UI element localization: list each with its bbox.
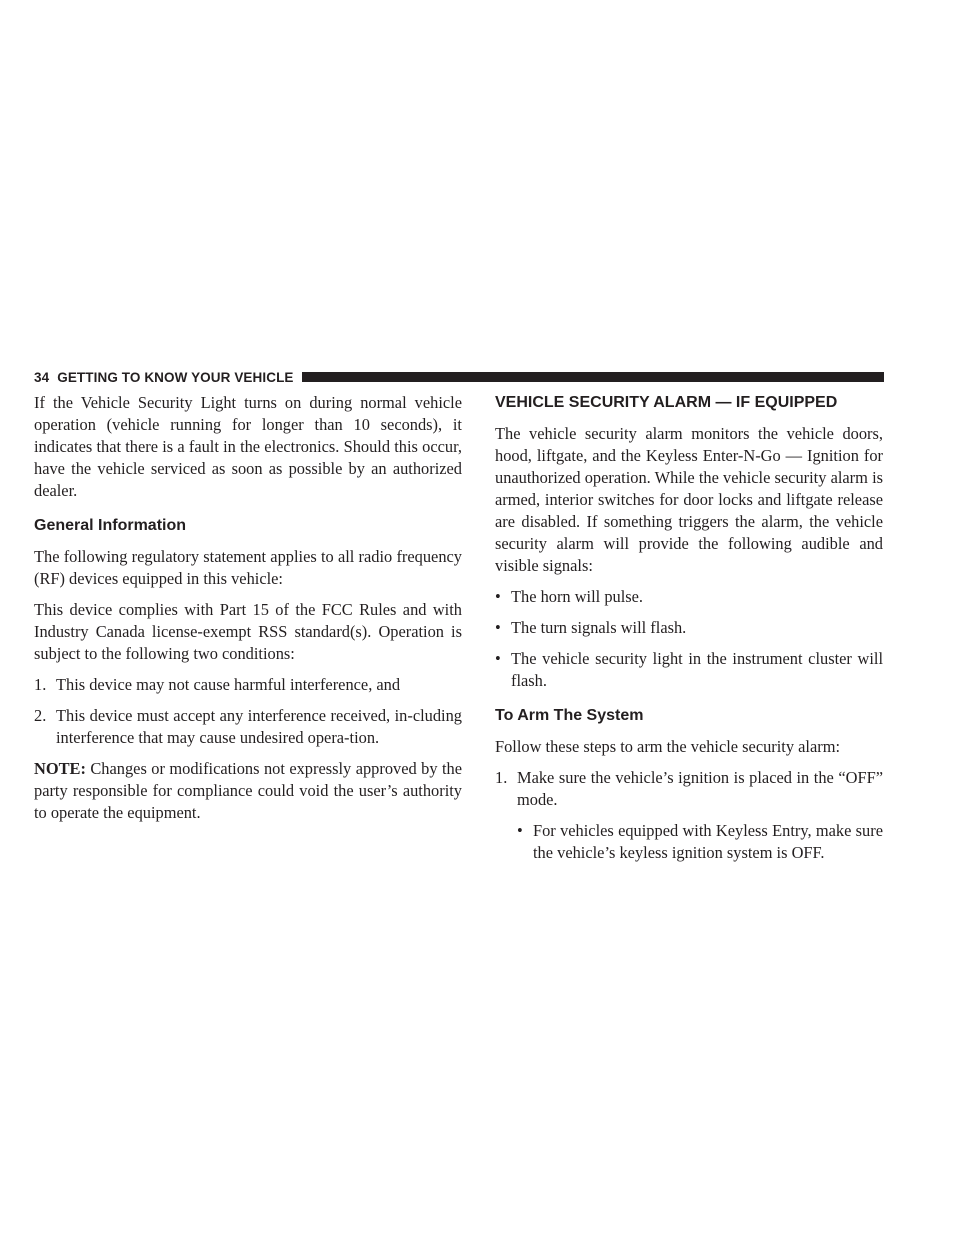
step-text: Make sure the vehicle’s ignition is placed in the “OFF” mode. <box>517 768 883 809</box>
bullet-icon: • <box>495 618 501 637</box>
note-text: Changes or modifications not expressly approved by the party responsible for compliance could void the user’s authority to operate the equipment. <box>34 759 462 822</box>
page-header <box>34 366 884 388</box>
condition-text: This device may not cause harmful interference, and <box>56 675 401 694</box>
section-title: GETTING TO KNOW YOUR VEHICLE <box>57 369 294 385</box>
security-light-paragraph: If the Vehicle Security Light turns on during normal vehicle operation (vehicle running for longer than 10 seconds), it indicates that there is a fault in the electronics. Should this occur, have the vehicle serviced as soon as possible by an authorized dealer. <box>34 393 462 500</box>
page-number: 34 <box>34 369 50 385</box>
regulatory-paragraph: The following regulatory statement applies to all radio frequency (RF) devices equipped in this vehicle: <box>34 547 462 588</box>
left-column <box>34 392 462 833</box>
condition-item <box>34 705 462 749</box>
alarm-intro-paragraph: The vehicle security alarm monitors the vehicle doors, hood, liftgate, and the Keyless Enter-N-Go — Ignition for unauthorized operation. While the vehicle security alarm is armed, interior switches for door locks and liftgate release are disabled. If something triggers the alarm, the vehicle security alarm will provide the following audible and visible signals: <box>495 424 883 575</box>
condition-item <box>34 674 462 696</box>
condition-number: 1. <box>34 675 47 694</box>
arm-intro-paragraph: Follow these steps to arm the vehicle security alarm: <box>495 737 841 756</box>
step-sub-text: For vehicles equipped with Keyless Entry, make sure the vehicle’s keyless ignition system is OFF. <box>533 821 883 862</box>
bullet-icon: • <box>495 649 501 668</box>
security-alarm-heading: VEHICLE SECURITY ALARM — IF EQUIPPED <box>495 394 838 411</box>
condition-text: This device must accept any interference received, in-cluding interference that may cause undesired opera-tion. <box>56 706 462 747</box>
signal-text: The horn will pulse. <box>511 587 644 606</box>
general-information-heading: General Information <box>34 517 187 534</box>
signal-text: The turn signals will flash. <box>511 618 687 637</box>
step-sub-item <box>517 820 883 864</box>
right-column <box>495 392 883 873</box>
note-paragraph <box>34 758 462 824</box>
bullet-icon: • <box>495 587 501 606</box>
note-label: NOTE: <box>34 759 86 778</box>
signal-item <box>495 648 883 692</box>
signal-item <box>495 617 883 639</box>
signal-item <box>495 586 883 608</box>
arm-system-heading: To Arm The System <box>495 707 644 724</box>
compliance-paragraph: This device complies with Part 15 of the FCC Rules and with Industry Canada license-exempt RSS standard(s). Operation is subject to the following two conditions: <box>34 600 462 663</box>
condition-number: 2. <box>34 706 47 725</box>
bullet-icon: • <box>517 821 523 840</box>
header-rule <box>302 372 884 382</box>
arm-step <box>495 767 883 811</box>
signal-text: The vehicle security light in the instrument cluster will flash. <box>511 649 883 690</box>
step-number: 1. <box>495 768 508 787</box>
